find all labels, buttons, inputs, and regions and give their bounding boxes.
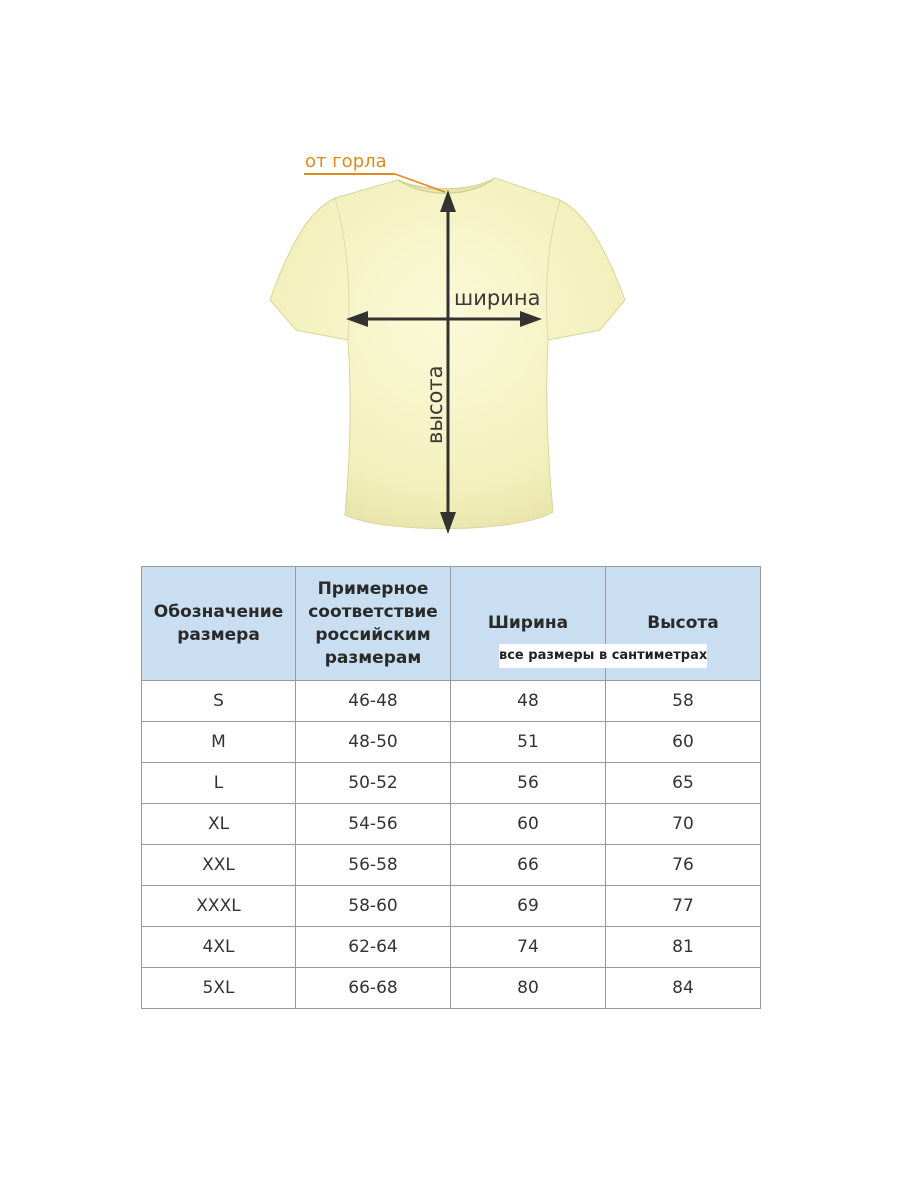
table-row	[142, 927, 761, 968]
header-size-line: размера	[177, 624, 260, 645]
tshirt-diagram	[0, 0, 900, 560]
cell-russian: 54-56	[296, 804, 451, 845]
cell-width: 48	[451, 681, 606, 722]
header-russian-line: российским	[315, 624, 431, 645]
header-russian-line: соответствие	[308, 601, 438, 622]
table-row	[142, 722, 761, 763]
cell-russian: 56-58	[296, 845, 451, 886]
cell-size: L	[142, 763, 296, 804]
cell-size: XXXL	[142, 886, 296, 927]
cell-size: 5XL	[142, 968, 296, 1009]
width-label: ширина	[454, 286, 541, 310]
header-russian-size	[296, 567, 451, 681]
cell-size: XXL	[142, 845, 296, 886]
units-note: все размеры в сантиметрах	[499, 644, 707, 668]
cell-russian: 62-64	[296, 927, 451, 968]
cell-height: 84	[606, 968, 761, 1009]
table-row	[142, 886, 761, 927]
table-row	[142, 845, 761, 886]
cell-russian: 48-50	[296, 722, 451, 763]
table-row	[142, 804, 761, 845]
cell-height: 77	[606, 886, 761, 927]
cell-size: S	[142, 681, 296, 722]
header-size	[142, 567, 296, 681]
cell-russian: 66-68	[296, 968, 451, 1009]
cell-russian: 46-48	[296, 681, 451, 722]
header-size-line: Обозначение	[153, 601, 284, 622]
cell-width: 66	[451, 845, 606, 886]
cell-height: 58	[606, 681, 761, 722]
height-label: высота	[423, 365, 447, 444]
neck-label: от горла	[305, 151, 387, 172]
cell-width: 56	[451, 763, 606, 804]
cell-height: 70	[606, 804, 761, 845]
cell-width: 60	[451, 804, 606, 845]
cell-size: 4XL	[142, 927, 296, 968]
table-row	[142, 681, 761, 722]
table-row	[142, 968, 761, 1009]
cell-height: 81	[606, 927, 761, 968]
header-russian-line: Примерное	[317, 578, 429, 599]
header-width: Ширина	[451, 567, 606, 681]
cell-size: XL	[142, 804, 296, 845]
cell-size: M	[142, 722, 296, 763]
cell-height: 60	[606, 722, 761, 763]
cell-height: 65	[606, 763, 761, 804]
header-russian-line: размерам	[324, 647, 422, 668]
cell-height: 76	[606, 845, 761, 886]
cell-russian: 50-52	[296, 763, 451, 804]
cell-width: 51	[451, 722, 606, 763]
cell-width: 69	[451, 886, 606, 927]
header-height: Высота	[606, 567, 761, 681]
size-table	[141, 566, 761, 1009]
cell-width: 80	[451, 968, 606, 1009]
cell-russian: 58-60	[296, 886, 451, 927]
cell-width: 74	[451, 927, 606, 968]
table-row	[142, 763, 761, 804]
